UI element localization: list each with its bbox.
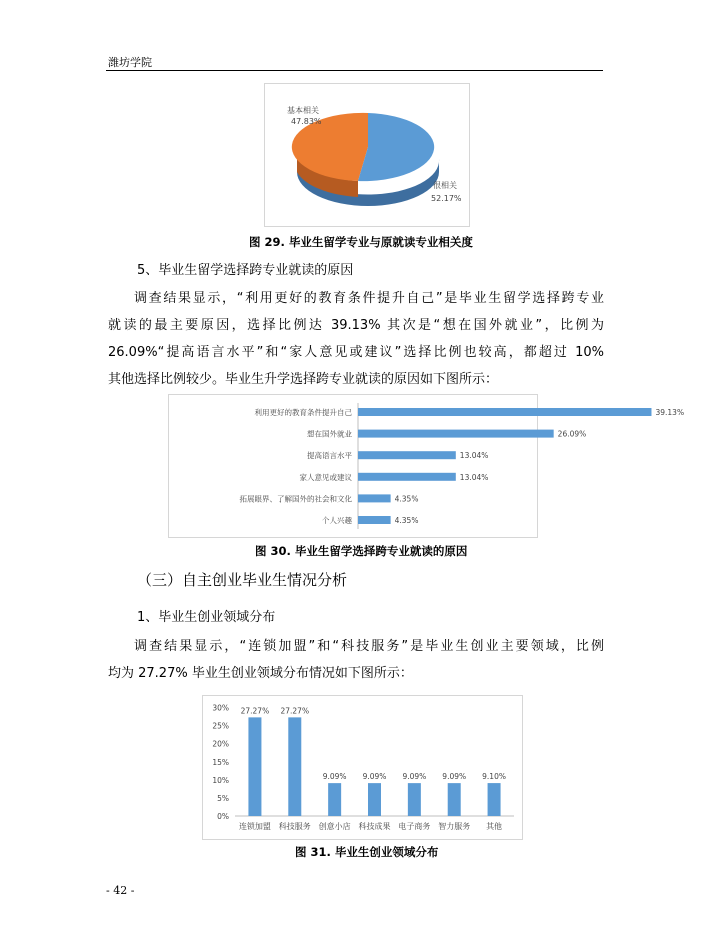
pie-value-basic: 47.83% xyxy=(291,117,322,126)
category-label: 拓展眼界、了解国外的社会和文化 xyxy=(239,494,352,504)
para-line: 就读的最主要原因，选择比例达 39.13% 其次是“想在国外就业”，比例为 xyxy=(108,318,604,333)
data-label: 27.27% xyxy=(240,706,270,716)
bar xyxy=(358,494,391,502)
category-label: 其他 xyxy=(486,822,503,831)
para-line: 调查结果显示，“利用更好的教育条件提升自己”是毕业生留学选择跨专业 xyxy=(134,291,604,306)
pie-label-very: 很相关 xyxy=(433,181,457,190)
data-label: 4.35% xyxy=(394,494,419,504)
bar xyxy=(358,473,456,481)
page-number: - 42 - xyxy=(106,884,135,897)
fig30-bar-chart xyxy=(169,395,685,537)
category-label: 智力服务 xyxy=(438,822,471,831)
pie-label-basic: 基本相关 xyxy=(287,106,319,115)
category-label: 连锁加盟 xyxy=(238,822,271,831)
bar xyxy=(488,783,501,816)
bar xyxy=(408,783,421,816)
pie-slice-blue xyxy=(358,113,434,181)
section1-paragraph xyxy=(108,633,604,687)
category-label: 科技服务 xyxy=(278,822,311,831)
fig30-caption: 图 30. 毕业生留学选择跨专业就读的原因 xyxy=(255,544,468,558)
data-label: 4.35% xyxy=(394,516,419,525)
bar xyxy=(368,783,381,816)
category-label: 想在国外就业 xyxy=(307,429,352,439)
bar xyxy=(358,408,651,416)
para-line: 调查结果显示，“连锁加盟”和“科技服务”是毕业生创业主要领域，比例 xyxy=(134,639,604,654)
data-label: 9.09% xyxy=(402,772,427,782)
header-rule xyxy=(106,70,603,71)
fig29-frame xyxy=(264,83,470,227)
category-label: 电子商务 xyxy=(398,822,431,831)
pie-value-very: 52.17% xyxy=(431,194,462,203)
fig31-bar-chart xyxy=(203,696,522,839)
fig31-caption: 图 31. 毕业生创业领域分布 xyxy=(295,845,439,859)
data-label: 26.09% xyxy=(557,429,587,439)
y-tick-label: 5% xyxy=(217,793,229,803)
bar xyxy=(448,783,461,816)
data-label: 13.04% xyxy=(459,472,489,482)
data-label: 13.04% xyxy=(459,451,489,461)
fig30-frame xyxy=(168,394,685,538)
data-label: 9.10% xyxy=(482,772,506,782)
fig29-caption: 图 29. 毕业生留学专业与原就读专业相关度 xyxy=(249,235,473,249)
para-line: 均为 27.27% 毕业生创业领域分布情况如下图所示： xyxy=(108,666,413,681)
y-tick-label: 15% xyxy=(212,757,229,767)
category-label: 创意小店 xyxy=(318,822,351,831)
bar xyxy=(358,516,391,524)
data-label: 9.09% xyxy=(442,772,467,782)
fig31-frame xyxy=(202,695,523,840)
category-label: 提高语言水平 xyxy=(307,451,352,461)
section3-heading: （三）自主创业毕业生情况分析 xyxy=(137,571,348,589)
section5-heading: 5、毕业生留学选择跨专业就读的原因 xyxy=(137,263,354,278)
section5-paragraph xyxy=(108,285,604,393)
running-header: 潍坊学院 xyxy=(108,56,152,69)
y-tick-label: 25% xyxy=(212,721,229,731)
category-label: 个人兴趣 xyxy=(322,516,352,525)
fig29-pie-chart xyxy=(265,84,469,226)
y-tick-label: 0% xyxy=(217,812,229,821)
data-label: 9.09% xyxy=(362,772,387,782)
bar xyxy=(288,717,301,816)
para-line: 26.09%“提高语言水平”和“家人意见或建议”选择比例也较高，都超过 10% xyxy=(108,345,604,360)
data-label: 27.27% xyxy=(280,706,310,716)
bar xyxy=(358,451,456,459)
y-tick-label: 20% xyxy=(212,739,229,749)
bar xyxy=(358,430,554,438)
category-label: 科技成果 xyxy=(358,822,391,831)
bar xyxy=(328,783,341,816)
section1-heading: 1、毕业生创业领域分布 xyxy=(137,610,276,625)
category-label: 利用更好的教育条件提升自己 xyxy=(254,408,352,417)
bar xyxy=(248,717,261,816)
data-label: 39.13% xyxy=(655,408,685,417)
category-label: 家人意见或建议 xyxy=(299,472,352,482)
para-line: 其他选择比例较少。毕业生升学选择跨专业就读的原因如下图所示： xyxy=(108,372,499,387)
y-tick-label: 10% xyxy=(212,775,229,785)
data-label: 9.09% xyxy=(322,772,347,782)
y-tick-label: 30% xyxy=(212,703,229,713)
